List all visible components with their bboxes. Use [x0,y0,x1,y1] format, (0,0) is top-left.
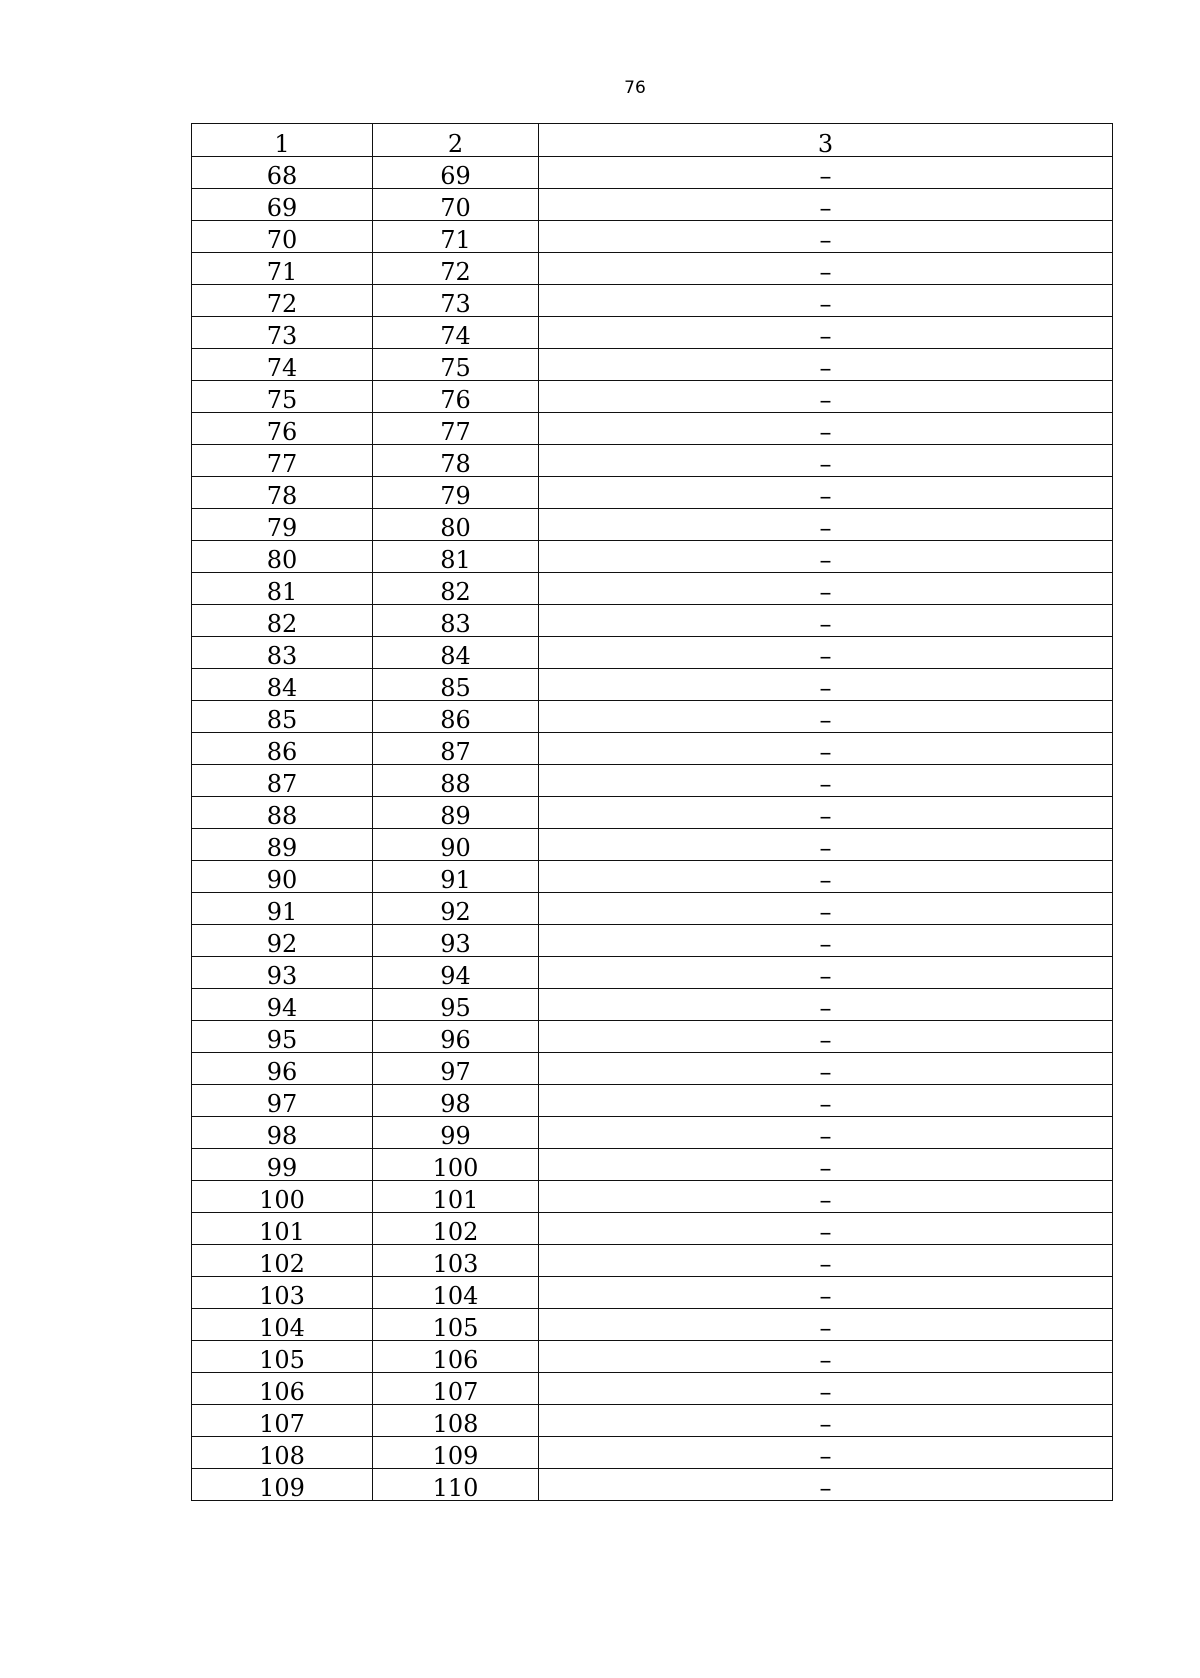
table-cell-col-3: – [539,1469,1113,1501]
table-cell-col-3: – [539,1341,1113,1373]
table-cell-col-3: – [539,893,1113,925]
column-header-3: 3 [539,124,1113,157]
table-row [192,1405,1113,1437]
table-cell-col-3: – [539,733,1113,765]
table-cell-col-1: 88 [192,797,373,829]
table-cell-col-2: 81 [373,541,539,573]
table-cell-col-1: 95 [192,1021,373,1053]
table-cell-col-1: 82 [192,605,373,637]
table-row [192,797,1113,829]
table-cell-col-1: 99 [192,1149,373,1181]
table-cell-col-3: – [539,1149,1113,1181]
table-cell-col-1: 73 [192,317,373,349]
table-row [192,1181,1113,1213]
table-cell-col-2: 93 [373,925,539,957]
page-number: 76 [624,78,646,98]
table-row [192,957,1113,989]
table-cell-col-3: – [539,221,1113,253]
table-row [192,733,1113,765]
table-cell-col-1: 76 [192,413,373,445]
table-cell-col-2: 98 [373,1085,539,1117]
table-cell-col-1: 87 [192,765,373,797]
data-table [191,123,1113,1501]
table-cell-col-3: – [539,1021,1113,1053]
table-cell-col-3: – [539,765,1113,797]
table-cell-col-3: – [539,509,1113,541]
table-row [192,701,1113,733]
table-cell-col-1: 75 [192,381,373,413]
table-row [192,157,1113,189]
table-row [192,1117,1113,1149]
table-row [192,1469,1113,1501]
table-cell-col-2: 99 [373,1117,539,1149]
table-cell-col-2: 76 [373,381,539,413]
table-cell-col-1: 98 [192,1117,373,1149]
table-cell-col-1: 106 [192,1373,373,1405]
table-cell-col-3: – [539,701,1113,733]
table-cell-col-3: – [539,1053,1113,1085]
table-cell-col-2: 91 [373,861,539,893]
table-cell-col-3: – [539,1437,1113,1469]
table-cell-col-2: 110 [373,1469,539,1501]
table-row [192,1277,1113,1309]
table-row [192,1085,1113,1117]
table-cell-col-2: 87 [373,733,539,765]
table-cell-col-3: – [539,829,1113,861]
table-cell-col-1: 89 [192,829,373,861]
table-cell-col-1: 96 [192,1053,373,1085]
table-cell-col-2: 94 [373,957,539,989]
table-cell-col-3: – [539,317,1113,349]
table-cell-col-1: 70 [192,221,373,253]
table-cell-col-3: – [539,1309,1113,1341]
table-cell-col-2: 69 [373,157,539,189]
table-cell-col-3: – [539,1245,1113,1277]
table-cell-col-1: 77 [192,445,373,477]
table-cell-col-1: 84 [192,669,373,701]
table-cell-col-1: 92 [192,925,373,957]
table-cell-col-2: 74 [373,317,539,349]
table-row [192,861,1113,893]
table-cell-col-3: – [539,541,1113,573]
table-body [192,157,1113,1501]
table-row [192,381,1113,413]
table-cell-col-3: – [539,573,1113,605]
table-cell-col-1: 97 [192,1085,373,1117]
table-cell-col-3: – [539,797,1113,829]
table-cell-col-3: – [539,1277,1113,1309]
table-row [192,1373,1113,1405]
table-row [192,445,1113,477]
table-row [192,573,1113,605]
table-cell-col-2: 105 [373,1309,539,1341]
table-row [192,477,1113,509]
table-row [192,925,1113,957]
table-row [192,893,1113,925]
table-cell-col-3: – [539,253,1113,285]
table-cell-col-2: 88 [373,765,539,797]
table-cell-col-3: – [539,413,1113,445]
table-cell-col-3: – [539,381,1113,413]
column-header-1: 1 [192,124,373,157]
table-row [192,221,1113,253]
table-cell-col-3: – [539,189,1113,221]
table-row [192,637,1113,669]
table-cell-col-3: – [539,669,1113,701]
table-row [192,669,1113,701]
table-cell-col-2: 96 [373,1021,539,1053]
table-cell-col-1: 68 [192,157,373,189]
table-cell-col-3: – [539,1405,1113,1437]
table-cell-col-2: 92 [373,893,539,925]
table-cell-col-2: 97 [373,1053,539,1085]
table-cell-col-1: 83 [192,637,373,669]
table-cell-col-3: – [539,861,1113,893]
table-cell-col-3: – [539,637,1113,669]
table-cell-col-1: 72 [192,285,373,317]
table-header-row [192,124,1113,157]
table-cell-col-1: 74 [192,349,373,381]
table-cell-col-2: 73 [373,285,539,317]
table-row [192,989,1113,1021]
table-cell-col-2: 79 [373,477,539,509]
table-row [192,1341,1113,1373]
table-row [192,1437,1113,1469]
table-cell-col-3: – [539,445,1113,477]
table-cell-col-2: 102 [373,1213,539,1245]
table-cell-col-1: 93 [192,957,373,989]
table-row [192,189,1113,221]
table-cell-col-2: 95 [373,989,539,1021]
table-cell-col-3: – [539,1117,1113,1149]
table-cell-col-2: 71 [373,221,539,253]
table-cell-col-2: 107 [373,1373,539,1405]
table-cell-col-2: 78 [373,445,539,477]
table-cell-col-1: 109 [192,1469,373,1501]
table-cell-col-2: 82 [373,573,539,605]
table-cell-col-1: 104 [192,1309,373,1341]
column-header-2: 2 [373,124,539,157]
table-row [192,509,1113,541]
table-cell-col-1: 69 [192,189,373,221]
table-cell-col-3: – [539,957,1113,989]
table-cell-col-2: 75 [373,349,539,381]
table-cell-col-2: 84 [373,637,539,669]
table-row [192,765,1113,797]
table-cell-col-1: 105 [192,1341,373,1373]
table-cell-col-1: 100 [192,1181,373,1213]
table-cell-col-3: – [539,605,1113,637]
table-cell-col-3: – [539,925,1113,957]
table-cell-col-3: – [539,1181,1113,1213]
table-cell-col-2: 104 [373,1277,539,1309]
table-cell-col-2: 80 [373,509,539,541]
table-cell-col-3: – [539,989,1113,1021]
table-row [192,541,1113,573]
table-cell-col-1: 81 [192,573,373,605]
table-row [192,1309,1113,1341]
table-cell-col-3: – [539,1373,1113,1405]
table-cell-col-1: 78 [192,477,373,509]
table-row [192,1245,1113,1277]
table-row [192,1149,1113,1181]
table-cell-col-2: 100 [373,1149,539,1181]
table-cell-col-1: 107 [192,1405,373,1437]
table-row [192,1213,1113,1245]
table-row [192,349,1113,381]
table-cell-col-1: 80 [192,541,373,573]
table-cell-col-1: 108 [192,1437,373,1469]
table-cell-col-2: 83 [373,605,539,637]
table-row [192,285,1113,317]
table-cell-col-1: 101 [192,1213,373,1245]
table-cell-col-2: 101 [373,1181,539,1213]
table-cell-col-1: 90 [192,861,373,893]
table-cell-col-1: 91 [192,893,373,925]
table-cell-col-1: 85 [192,701,373,733]
table-cell-col-3: – [539,157,1113,189]
table-row [192,829,1113,861]
table-row [192,317,1113,349]
table-row [192,413,1113,445]
table-cell-col-1: 102 [192,1245,373,1277]
table-cell-col-3: – [539,285,1113,317]
table-cell-col-3: – [539,349,1113,381]
table-cell-col-2: 106 [373,1341,539,1373]
table-cell-col-2: 89 [373,797,539,829]
table-cell-col-2: 72 [373,253,539,285]
table-cell-col-3: – [539,1213,1113,1245]
table-cell-col-3: – [539,477,1113,509]
table-cell-col-1: 79 [192,509,373,541]
table-cell-col-2: 86 [373,701,539,733]
table-cell-col-2: 70 [373,189,539,221]
table-cell-col-2: 85 [373,669,539,701]
table-cell-col-1: 94 [192,989,373,1021]
table-cell-col-1: 86 [192,733,373,765]
table-cell-col-2: 109 [373,1437,539,1469]
table-cell-col-2: 108 [373,1405,539,1437]
table-row [192,1053,1113,1085]
table-cell-col-1: 71 [192,253,373,285]
table-cell-col-1: 103 [192,1277,373,1309]
table-cell-col-3: – [539,1085,1113,1117]
table-row [192,253,1113,285]
table-cell-col-2: 90 [373,829,539,861]
table-cell-col-2: 77 [373,413,539,445]
table-row [192,1021,1113,1053]
table-cell-col-2: 103 [373,1245,539,1277]
table-row [192,605,1113,637]
